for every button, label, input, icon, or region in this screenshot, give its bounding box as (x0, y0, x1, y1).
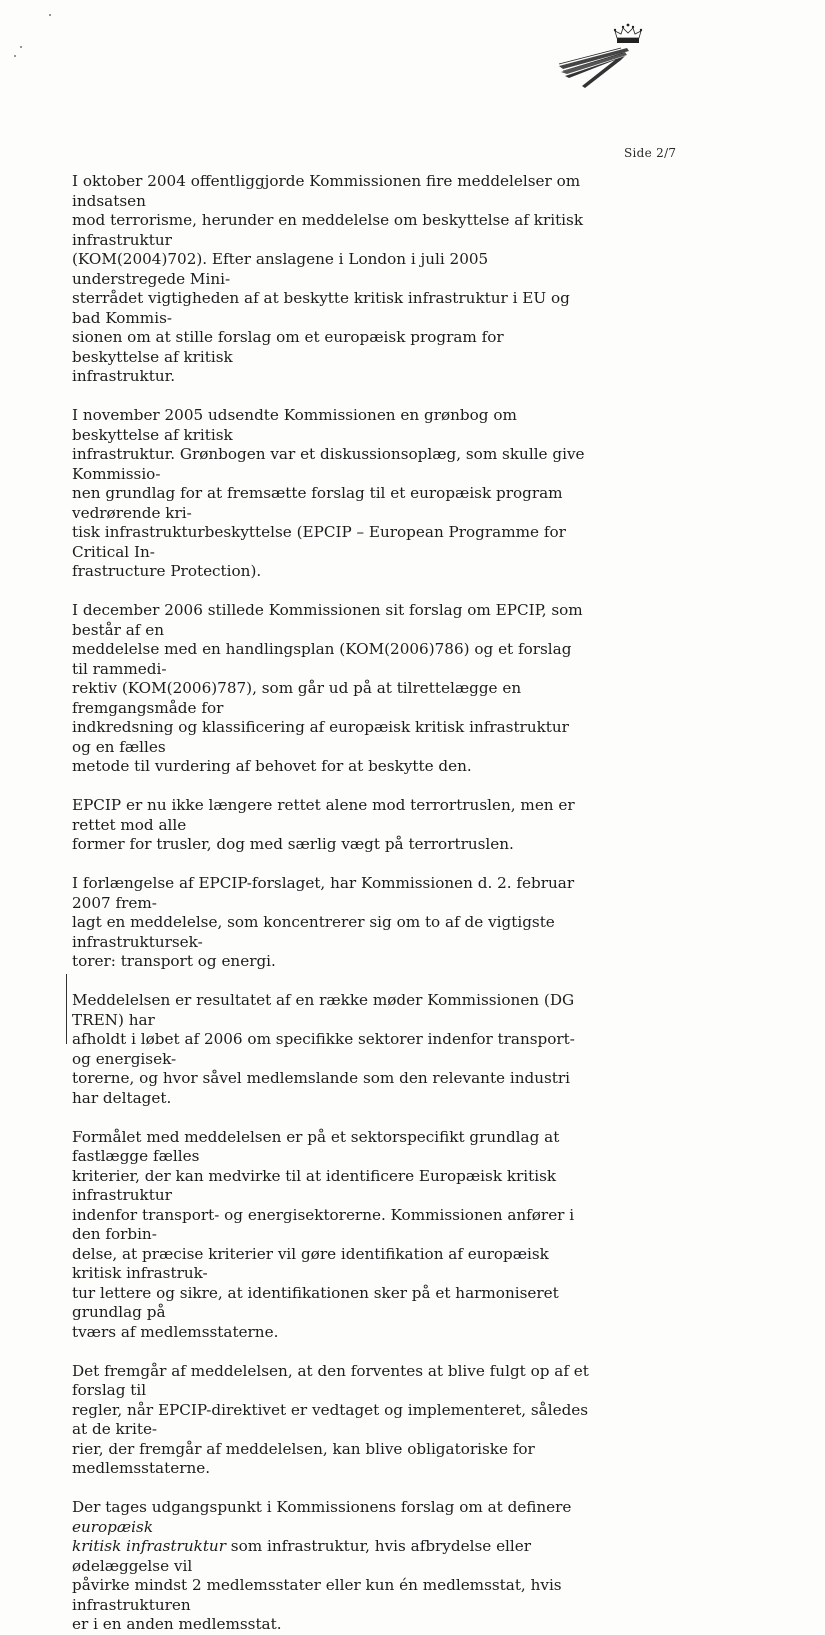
paragraph (72, 1498, 590, 1635)
text-line: meddelelse med en handlingsplan (KOM(2006)786) og et forslag til rammedi- (72, 640, 572, 678)
text-line: EPCIP er nu ikke længere rettet alene mod terrortruslen, men er rettet mod alle (72, 796, 575, 834)
text-line: Det fremgår af meddelelsen, at den forventes at blive fulgt op af et forslag til (72, 1361, 589, 1399)
text-line: infrastruktur. Grønbogen var et diskussionsoplæg, som skulle give Kommissio- (72, 445, 585, 483)
text-line: I oktober 2004 offentliggjorde Kommissionen fire meddelelser om indsatsen (72, 172, 581, 210)
text-line: tværs af medlemsstaterne. (72, 1322, 279, 1341)
text-line: former for trusler, dog med særlig vægt på terrortruslen. (72, 835, 514, 853)
text-line: Meddelelsen er resultatet af en række møder Kommissionen (DG TREN) har (72, 991, 575, 1029)
paragraph (72, 796, 590, 855)
paragraph (72, 1128, 590, 1343)
text-line: tisk infrastrukturbeskyttelse (EPCIP – European Programme for Critical In- (72, 523, 566, 561)
text-line: som infrastruktur, hvis afbrydelse eller ødelæggelse vil (72, 1537, 532, 1575)
text-line: nen grundlag for at fremsætte forslag til et europæisk program vedrørende kri- (72, 484, 563, 522)
text-line: indkredsning og klassificering af europæisk kritisk infrastruktur og en fælles (72, 718, 569, 756)
text-line: tur lettere og sikre, at identifikationen sker på et harmoniseret grundlag på (72, 1283, 559, 1321)
text-line: påvirke mindst 2 medlemsstater eller kun én medlemsstat, hvis infrastrukturen (72, 1576, 562, 1614)
text-line: er i en anden medlemsstat. (72, 1615, 282, 1633)
text-line: afholdt i løbet af 2006 om specifikke sektorer indenfor transport- og energisek- (72, 1030, 575, 1068)
text-line: delse, at præcise kriterier vil gøre identifikation af europæisk kritisk infrastruk- (72, 1244, 549, 1282)
crown-rail-logo-icon (555, 22, 645, 92)
text-line: Der tages udgangspunkt i Kommissionens forslag om at definere (72, 1498, 572, 1516)
scan-speck (14, 55, 16, 57)
text-line: sterrådet vigtigheden af at beskytte kritisk infrastruktur i EU og bad Kommis- (72, 289, 570, 327)
text-line: kriterier, der kan medvirke til at identificere Europæisk kritisk infrastruktur (72, 1166, 557, 1204)
text-line: torerne, og hvor såvel medlemslande som den relevante industri har deltaget. (72, 1069, 571, 1107)
text-line: frastructure Protection). (72, 562, 262, 580)
italic-term: europæisk (72, 1517, 154, 1536)
scan-speck (20, 46, 22, 48)
text-line: metode til vurdering af behovet for at beskytte den. (72, 757, 472, 775)
text-line: I forlængelse af EPCIP-forslaget, har Kommissionen d. 2. februar 2007 frem- (72, 874, 575, 912)
text-line: I december 2006 stillede Kommissionen sit forslag om EPCIP, som består af en (72, 601, 583, 639)
paragraph (72, 172, 590, 387)
scan-speck (49, 14, 51, 16)
text-line: indenfor transport- og energisektorerne. Kommissionen anfører i den forbin- (72, 1205, 575, 1243)
text-line: mod terrorisme, herunder en meddelelse om beskyttelse af kritisk infrastruktur (72, 211, 584, 249)
paragraph (72, 874, 590, 972)
paragraph (72, 1362, 590, 1479)
text-line: regler, når EPCIP-direktivet er vedtaget og implementeret, således at de krite- (72, 1400, 589, 1438)
text-line: Formålet med meddelelsen er på et sektorspecifikt grundlag at fastlægge fælles (72, 1127, 560, 1165)
margin-change-bar (66, 974, 67, 1044)
italic-term: kritisk infrastruktur (72, 1537, 226, 1555)
text-line: torer: transport og energi. (72, 952, 276, 970)
text-line: infrastruktur. (72, 367, 176, 385)
text-line: sionen om at stille forslag om et europæisk program for beskyttelse af kritisk (72, 328, 504, 366)
page-number: Side 2/7 (624, 146, 677, 160)
text-line: lagt en meddelelse, som koncentrerer sig om to af de vigtigste infrastruktursek- (72, 913, 555, 951)
text-line: rier, der fremgår af meddelelsen, kan blive obligatoriske for medlemsstaterne. (72, 1439, 535, 1477)
paragraph (72, 406, 590, 582)
paragraph (72, 601, 590, 777)
text-line: rektiv (KOM(2006)787), som går ud på at tilrettelægge en fremgangsmåde for (72, 679, 522, 717)
paragraph (72, 991, 590, 1108)
document-body (72, 172, 590, 1635)
text-line: (KOM(2004)702). Efter anslagene i London i juli 2005 understregede Mini- (72, 250, 489, 288)
text-line: I november 2005 udsendte Kommissionen en grønbog om beskyttelse af kritisk (72, 406, 517, 444)
